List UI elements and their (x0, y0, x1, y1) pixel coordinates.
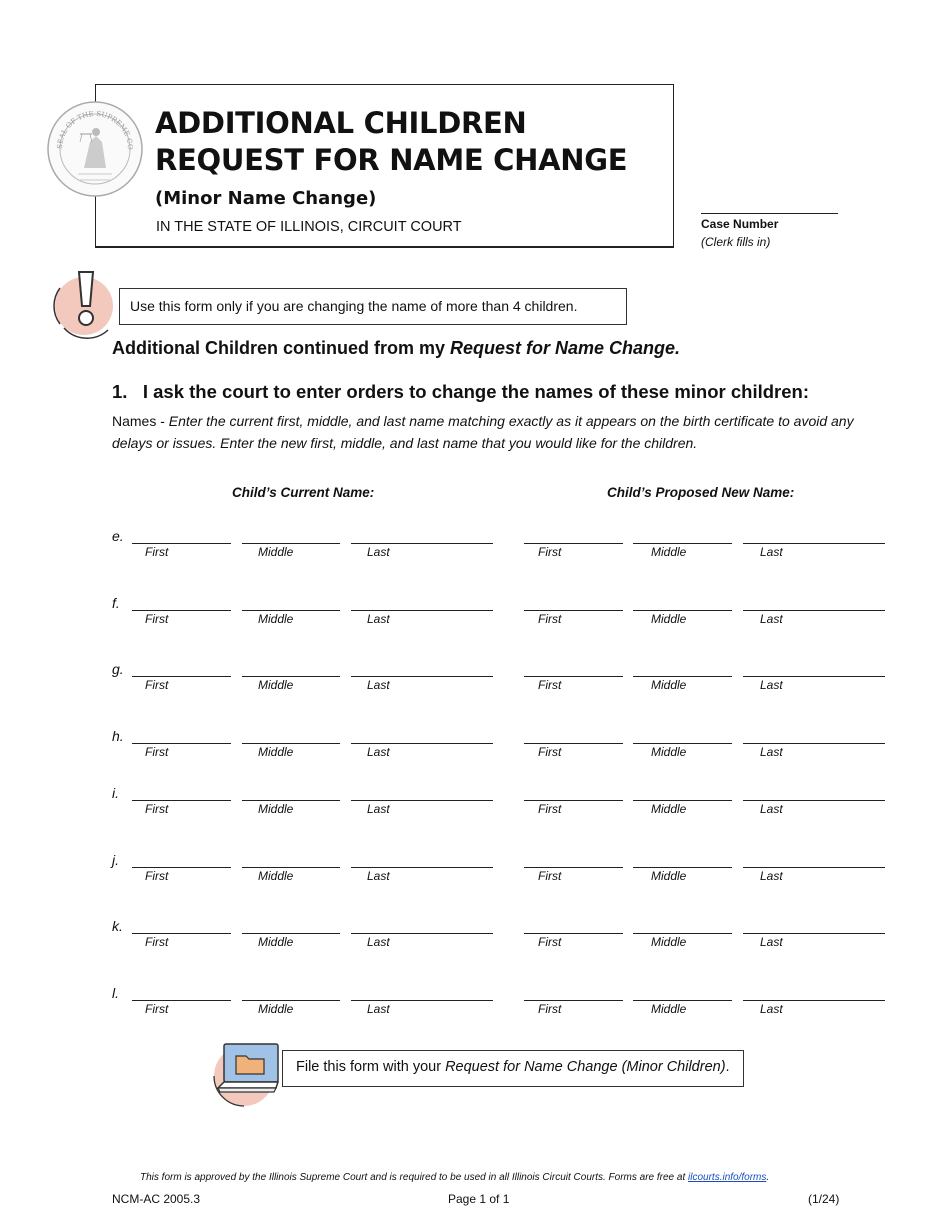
current-last-name-field[interactable] (351, 867, 493, 868)
child-row-letter: j. (112, 852, 119, 868)
proposed-first-name-label: First (538, 935, 562, 949)
current-last-name-field[interactable] (351, 743, 493, 744)
proposed-middle-name-field[interactable] (633, 543, 732, 544)
proposed-middle-name-label: Middle (651, 545, 687, 559)
proposed-last-name-field[interactable] (743, 743, 885, 744)
current-last-name-label: Last (367, 745, 390, 759)
child-row-letter: i. (112, 785, 119, 801)
proposed-middle-name-field[interactable] (633, 867, 732, 868)
continued-heading (112, 338, 680, 359)
proposed-middle-name-label: Middle (651, 678, 687, 692)
continued-prefix: Additional Children continued from my (112, 338, 451, 358)
approval-end: . (766, 1172, 770, 1183)
current-first-name-field[interactable] (132, 867, 231, 868)
current-last-name-label: Last (367, 869, 390, 883)
proposed-last-name-field[interactable] (743, 867, 885, 868)
current-middle-name-field[interactable] (242, 676, 340, 677)
supreme-court-seal (46, 100, 144, 198)
revision-date: (1/24) (808, 1192, 840, 1206)
proposed-middle-name-field[interactable] (633, 933, 732, 934)
proposed-middle-name-label: Middle (651, 612, 687, 626)
current-last-name-field[interactable] (351, 933, 493, 934)
current-first-name-label: First (145, 545, 169, 559)
current-middle-name-field[interactable] (242, 933, 340, 934)
current-middle-name-label: Middle (258, 1002, 294, 1016)
form-subtitle: (Minor Name Change) (155, 188, 377, 209)
proposed-last-name-field[interactable] (743, 610, 885, 611)
current-middle-name-field[interactable] (242, 543, 340, 544)
page-number: Page 1 of 1 (448, 1192, 510, 1206)
proposed-name-column-header: Child’s Proposed New Name: (607, 485, 795, 500)
child-row-letter: l. (112, 985, 119, 1001)
proposed-first-name-label: First (538, 1002, 562, 1016)
current-middle-name-label: Middle (258, 869, 294, 883)
proposed-first-name-field[interactable] (524, 743, 623, 744)
notice-box: Use this form only if you are changing the name of more than 4 children. (119, 288, 627, 325)
current-last-name-label: Last (367, 545, 390, 559)
proposed-last-name-field[interactable] (743, 1000, 885, 1001)
proposed-last-name-label: Last (760, 869, 783, 883)
proposed-middle-name-label: Middle (651, 869, 687, 883)
current-last-name-label: Last (367, 678, 390, 692)
current-first-name-field[interactable] (132, 933, 231, 934)
current-last-name-label: Last (367, 1002, 390, 1016)
proposed-first-name-label: First (538, 745, 562, 759)
current-name-column-header: Child’s Current Name: (232, 485, 375, 500)
file-note-prefix: File this form with your (296, 1059, 446, 1075)
current-first-name-field[interactable] (132, 743, 231, 744)
court-name: IN THE STATE OF ILLINOIS, CIRCUIT COURT (156, 219, 462, 235)
proposed-first-name-field[interactable] (524, 867, 623, 868)
current-first-name-label: First (145, 612, 169, 626)
proposed-last-name-label: Last (760, 1002, 783, 1016)
approval-text: This form is approved by the Illinois Supreme Court and is required to be used in all Illinois Circuit Courts. Forms are free at (140, 1172, 689, 1183)
instructions-text: Enter the current first, middle, and last name matching exactly as it appears on the birth certificate to avoid any delays or issues. Enter the new first, middle, and last name that you would like for the children. (112, 413, 854, 451)
proposed-last-name-field[interactable] (743, 543, 885, 544)
proposed-first-name-field[interactable] (524, 1000, 623, 1001)
instructions-prefix: Names - (112, 413, 169, 429)
current-last-name-field[interactable] (351, 543, 493, 544)
proposed-last-name-label: Last (760, 612, 783, 626)
proposed-middle-name-label: Middle (651, 802, 687, 816)
proposed-last-name-field[interactable] (743, 676, 885, 677)
proposed-last-name-field[interactable] (743, 933, 885, 934)
child-row-letter: g. (112, 661, 124, 677)
file-note-suffix: . (725, 1059, 730, 1075)
exclamation-icon (52, 268, 122, 340)
current-first-name-field[interactable] (132, 543, 231, 544)
current-first-name-label: First (145, 802, 169, 816)
current-middle-name-field[interactable] (242, 743, 340, 744)
forms-link[interactable]: ilcourts.info/forms (688, 1172, 767, 1183)
section-heading: 1. I ask the court to enter orders to change the names of these minor children: (112, 381, 809, 402)
current-first-name-label: First (145, 935, 169, 949)
current-middle-name-label: Middle (258, 802, 294, 816)
current-first-name-label: First (145, 678, 169, 692)
proposed-last-name-label: Last (760, 802, 783, 816)
proposed-first-name-field[interactable] (524, 676, 623, 677)
file-note-box (282, 1050, 744, 1087)
proposed-middle-name-field[interactable] (633, 800, 732, 801)
case-number-field[interactable] (701, 213, 838, 214)
continued-form-name: Request for Name Change. (450, 338, 681, 358)
proposed-middle-name-label: Middle (651, 745, 687, 759)
current-middle-name-label: Middle (258, 545, 294, 559)
laptop-folder-icon (208, 1040, 284, 1108)
current-middle-name-field[interactable] (242, 1000, 340, 1001)
current-middle-name-field[interactable] (242, 610, 340, 611)
proposed-first-name-label: First (538, 869, 562, 883)
proposed-last-name-field[interactable] (743, 800, 885, 801)
proposed-middle-name-field[interactable] (633, 1000, 732, 1001)
current-last-name-field[interactable] (351, 610, 493, 611)
current-last-name-field[interactable] (351, 1000, 493, 1001)
child-row-letter: k. (112, 918, 123, 934)
current-first-name-label: First (145, 1002, 169, 1016)
proposed-middle-name-field[interactable] (633, 610, 732, 611)
proposed-first-name-field[interactable] (524, 933, 623, 934)
current-last-name-label: Last (367, 802, 390, 816)
proposed-first-name-label: First (538, 678, 562, 692)
proposed-first-name-label: First (538, 612, 562, 626)
proposed-first-name-field[interactable] (524, 610, 623, 611)
proposed-last-name-label: Last (760, 545, 783, 559)
child-row-letter: h. (112, 728, 124, 744)
case-number-label: Case Number (701, 217, 779, 231)
form-code: NCM-AC 2005.3 (112, 1192, 201, 1206)
proposed-last-name-label: Last (760, 678, 783, 692)
proposed-middle-name-label: Middle (651, 935, 687, 949)
current-last-name-field[interactable] (351, 676, 493, 677)
current-last-name-field[interactable] (351, 800, 493, 801)
child-row-letter: e. (112, 528, 124, 544)
proposed-last-name-label: Last (760, 935, 783, 949)
proposed-last-name-label: Last (760, 745, 783, 759)
proposed-first-name-field[interactable] (524, 800, 623, 801)
current-middle-name-label: Middle (258, 678, 294, 692)
approval-notice (140, 1172, 769, 1183)
case-number-hint: (Clerk fills in) (701, 235, 771, 249)
proposed-first-name-label: First (538, 545, 562, 559)
proposed-middle-name-field[interactable] (633, 743, 732, 744)
proposed-middle-name-field[interactable] (633, 676, 732, 677)
proposed-first-name-label: First (538, 802, 562, 816)
form-title-line-1: ADDITIONAL CHILDREN (155, 106, 527, 140)
child-row-letter: f. (112, 595, 120, 611)
file-note-form-name: Request for Name Change (Minor Children) (445, 1059, 726, 1075)
current-first-name-label: First (145, 745, 169, 759)
svg-text:SEAL OF THE SUPREME COURT · ST: SEAL OF THE SUPREME CO (55, 109, 135, 150)
current-last-name-label: Last (367, 612, 390, 626)
current-first-name-field[interactable] (132, 800, 231, 801)
current-first-name-field[interactable] (132, 1000, 231, 1001)
current-middle-name-label: Middle (258, 612, 294, 626)
current-first-name-label: First (145, 869, 169, 883)
form-title-line-2: REQUEST FOR NAME CHANGE (155, 143, 628, 177)
current-first-name-field[interactable] (132, 610, 231, 611)
current-middle-name-label: Middle (258, 745, 294, 759)
current-middle-name-label: Middle (258, 935, 294, 949)
current-first-name-field[interactable] (132, 676, 231, 677)
proposed-first-name-field[interactable] (524, 543, 623, 544)
current-last-name-label: Last (367, 935, 390, 949)
current-middle-name-field[interactable] (242, 867, 340, 868)
name-instructions (112, 411, 872, 454)
proposed-middle-name-label: Middle (651, 1002, 687, 1016)
current-middle-name-field[interactable] (242, 800, 340, 801)
